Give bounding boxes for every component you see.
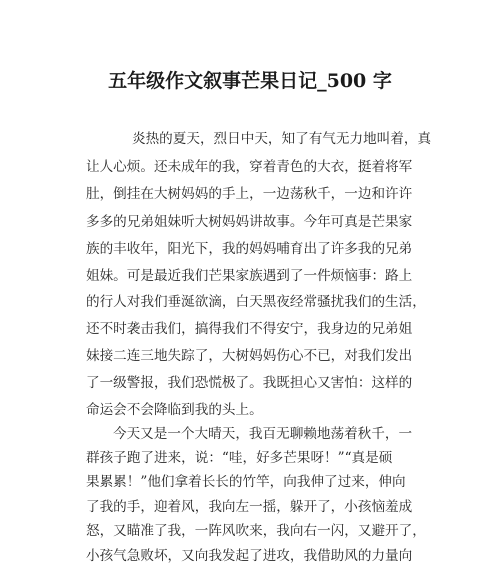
paragraph-line: 今天又是一个大晴天，我百无聊赖地荡着秋千，一 (113, 426, 413, 442)
paragraph-line: 多多的兄弟姐妹听大树妈妈讲故事。今年可真是芒果家 (86, 214, 413, 230)
paragraph-line: 肚，倒挂在大树妈妈的手上，一边荡秋千，一边和许许 (86, 186, 413, 202)
paragraph-line: 姐妹。可是最近我们芒果家族遇到了一件烦恼事：路上 (86, 268, 413, 284)
paragraph-line: 了一级警报，我们恐慌极了。我既担心又害怕：这样的 (86, 375, 413, 391)
paragraph-line: 命运会不会降临到我的头上。 (86, 402, 263, 418)
paragraph-line: 妹接二连三地失踪了，大树妈妈伤心不已，对我们发出 (86, 348, 413, 364)
paragraph-line: 了我的手，迎着风，我向左一摇，躲开了，小孩恼羞成 (86, 499, 413, 515)
paragraph-line: 炎热的夏天，烈日中天，知了有气无力地叫着，真 (132, 131, 432, 147)
paragraph-line: 还不时袭击我们，搞得我们不得安宁，我身边的兄弟姐 (86, 321, 413, 337)
paragraph-line: 群孩子跑了进来，说：“哇，好多芒果呀！”“真是硕 (86, 450, 393, 466)
paragraph-line: 小孩气急败坏，又向我发起了进攻，我借助风的力量向 (86, 548, 413, 564)
paragraph-line: 的行人对我们垂涎欲滴，白天黑夜经常骚扰我们的生活， (86, 294, 426, 310)
paragraph-line: 族的丰收年，阳光下，我的妈妈哺育出了许多我的兄弟 (86, 241, 413, 257)
paragraph-line: 果累累！”他们拿着长长的竹竿，向我伸了过来，伸向 (86, 474, 406, 490)
paragraph-line: 让人心烦。还未成年的我，穿着青色的大衣，挺着将军 (86, 159, 413, 175)
paragraph-line: 怒，又瞄准了我，一阵风吹来，我向右一闪，又避开了， (86, 523, 426, 539)
document-title: 五年级作文叙事芒果日记_500 字 (108, 70, 392, 92)
